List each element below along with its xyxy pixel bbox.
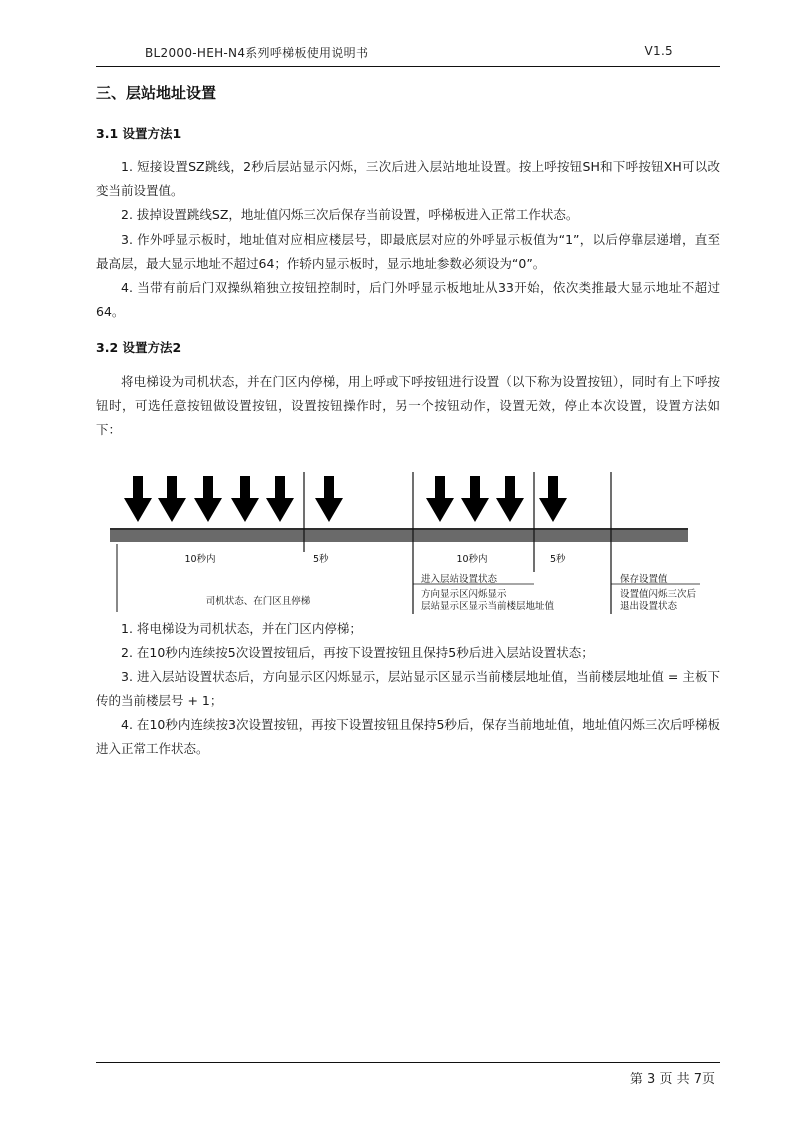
press-arrow-icon	[158, 476, 186, 522]
press-arrow-icon	[539, 476, 567, 522]
press-arrow-icon	[461, 476, 489, 522]
method1-paragraph: 1. 短接设置SZ跳线，2秒后层站显示闪烁，三次后进入层站地址设置。按上呼按钮SH和下呼按钮XH可以改变当前设置值。	[96, 159, 720, 198]
interval-label: 5秒	[313, 554, 329, 565]
method1-paragraph: 3. 作外呼显示板时，地址值对应相应楼层号，即最底层对应的外呼显示板值为“1”，以后停靠层递增，直至最高层，最大显示地址不超过64；作轿内显示板时，显示地址参数必须设为“0”。	[96, 232, 720, 271]
press-arrows	[124, 476, 567, 522]
method2-title: 3.2 设置方法2	[96, 340, 182, 355]
method2-step: 3. 进入层站设置状态后，方向显示区闪烁显示，层站显示区显示当前楼层地址值，当前楼层地址值 = 主板下传的当前楼层号 + 1；	[96, 669, 720, 708]
method2-intro: 将电梯设为司机状态，并在门区内停梯，用上呼或下呼按钮进行设置（以下称为设置按钮），同时有上下呼按钮时，可选任意按钮做设置按钮，设置按钮操作时，另一个按钮动作，设置无效，停止本次设置，设置方法如下：	[96, 374, 720, 437]
footer-rule	[96, 1062, 720, 1063]
state-desc-save: 退出设置状态	[620, 601, 678, 612]
press-arrow-icon	[194, 476, 222, 522]
state-desc-enter: 层站显示区显示当前楼层地址值	[421, 601, 555, 612]
state-label-save: 保存设置值	[620, 574, 668, 585]
method1-paragraph: 4. 当带有前后门双操纵箱独立按钮控制时，后门外呼显示板地址从33开始，依次类推最大显示地址不超过64。	[96, 280, 720, 319]
timeline-bar	[110, 528, 688, 542]
interval-label: 10秒内	[456, 554, 488, 565]
method2-step: 1. 将电梯设为司机状态，并在门区内停梯；	[121, 621, 362, 636]
state-desc-enter: 方向显示区闪烁显示	[421, 589, 507, 600]
method1-paragraph: 2. 拔掉设置跳线SZ，地址值闪烁三次后保存当前设置，呼梯板进入正常工作状态。	[121, 207, 579, 222]
header-rule	[96, 66, 720, 67]
timeline-bar-edge	[110, 528, 688, 530]
method1-title: 3.1 设置方法1	[96, 126, 182, 141]
header-version: V1.5	[644, 44, 673, 58]
timing-diagram	[110, 468, 710, 616]
press-arrow-icon	[231, 476, 259, 522]
press-arrow-icon	[426, 476, 454, 522]
press-arrow-icon	[124, 476, 152, 522]
interval-label: 5秒	[550, 554, 566, 565]
interval-label: 10秒内	[184, 554, 216, 565]
state-desc-save: 设置值闪烁三次后	[620, 589, 697, 600]
method2-step: 2. 在10秒内连续按5次设置按钮后，再按下设置按钮且保持5秒后进入层站设置状态；	[121, 645, 594, 660]
press-arrow-icon	[496, 476, 524, 522]
state-label-driver: 司机状态、在门区且停梯	[205, 596, 311, 607]
page-number: 第 3 页 共 7页	[629, 1072, 715, 1087]
method2-step: 4. 在10秒内连续按3次设置按钮，再按下设置按钮且保持5秒后，保存当前地址值，地址值闪烁三次后呼梯板进入正常工作状态。	[96, 717, 720, 756]
section-title: 三、层站地址设置	[96, 84, 217, 102]
press-arrow-icon	[266, 476, 294, 522]
press-arrow-icon	[315, 476, 343, 522]
header-title: BL2000-HEH-N4系列呼梯板使用说明书	[145, 46, 369, 60]
state-label-enter: 进入层站设置状态	[421, 574, 498, 585]
